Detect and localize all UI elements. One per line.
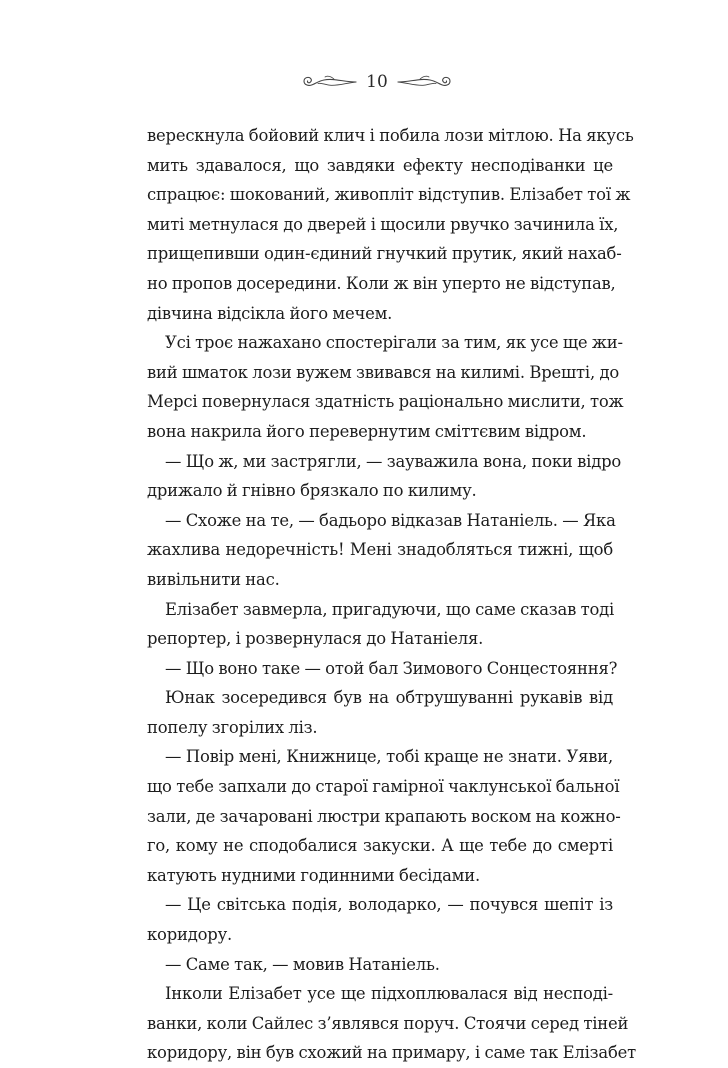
body-text [147, 121, 636, 1068]
ornament-right-icon [396, 70, 454, 94]
text-line: Інколи Елізабет усе ще підхоплювалася від несподі- [165, 984, 613, 1004]
text-line: спрацює: шокований, живопліт відступив. Елізабет тої ж [147, 185, 631, 205]
text-line: дівчина відсікла його мечем. [147, 303, 393, 323]
text-line: коридору, він був схожий на примару, і саме так Елізабет [147, 1043, 636, 1063]
text-line: Усі троє нажахано спостерігали за тим, як усе ще жи- [165, 333, 623, 353]
text-line: вивільнити нас. [147, 569, 280, 589]
text-line: — Схоже на те, — бадьоро відказав Натаніель. — Яка [165, 510, 616, 530]
page-number: 10 [366, 72, 388, 92]
text-line: Юнак зосередився був на обтрушуванні рукавів від [165, 688, 613, 708]
text-line: миті метнулася до дверей і щосили рвучко зачинила їх, [147, 214, 619, 234]
text-line: жахлива недоречність! Мені знадобляться тижні, щоб [147, 540, 613, 560]
text-line: Мерсі повернулася здатність раціонально мислити, тож [147, 392, 624, 412]
text-line: — Що ж, ми застрягли, — зауважила вона, поки відро [165, 451, 622, 471]
text-line: но пропов досередини. Коли ж він уперто не відступав, [147, 273, 616, 293]
text-line: — Це світська подія, володарко, — почувся шепіт із [165, 895, 613, 915]
text-line: репортер, і розвернулася до Натаніеля. [147, 629, 484, 649]
text-line: коридору. [147, 925, 233, 945]
text-line: зали, де зачаровані люстри крапають воском на кожно- [147, 806, 621, 826]
page-header [0, 68, 728, 98]
text-line: го, кому не сподобалися закуски. А ще тебе до смерті [147, 836, 613, 856]
text-line: Елізабет завмерла, пригадуючи, що саме сказав тоді [165, 599, 615, 619]
text-line: ванки, коли Сайлес з’являвся поруч. Стоячи серед тіней [147, 1013, 629, 1033]
text-line: прищепивши один-єдиний гнучкий прутик, який нахаб- [147, 244, 622, 264]
text-line: — Що воно таке — отой бал Зимового Сонцестояння? [165, 658, 618, 678]
text-line: мить здавалося, що завдяки ефекту несподіванки це [147, 155, 613, 175]
text-line: катують нудними годинними бесідами. [147, 865, 480, 885]
text-line: дрижало й гнівно брязкало по килиму. [147, 481, 477, 501]
ornament-left-icon [300, 70, 358, 94]
text-line: вона накрила його перевернутим сміттєвим відром. [147, 421, 587, 441]
text-line: попелу згорілих ліз. [147, 717, 318, 737]
text-line: вий шматок лози вужем звивався на килимі. Врешті, до [147, 362, 620, 382]
text-line: верескнула бойовий клич і побила лози мітлою. На якусь [147, 126, 634, 145]
text-line: що тебе запхали до старої гамірної чаклунської бальної [147, 777, 620, 797]
text-line: — Саме так, — мовив Натаніель. [165, 954, 440, 974]
text-line: — Повір мені, Книжнице, тобі краще не знати. Уяви, [165, 747, 613, 767]
